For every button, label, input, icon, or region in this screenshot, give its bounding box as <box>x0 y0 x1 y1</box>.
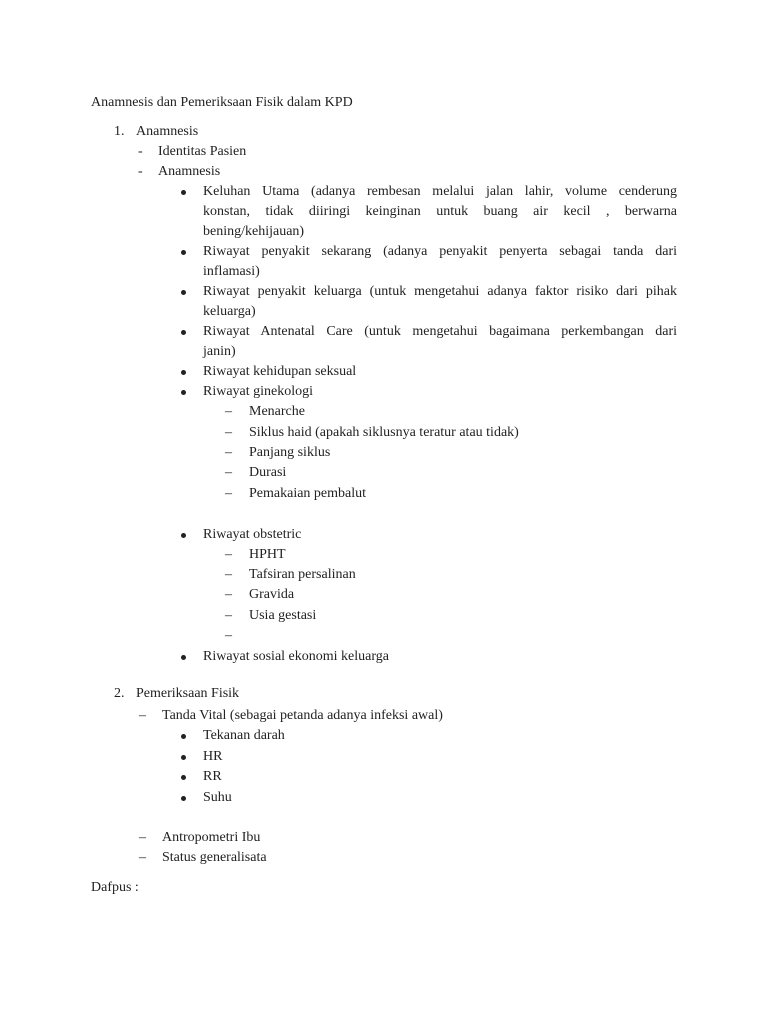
bullet-icon <box>181 734 186 739</box>
obstetric-item: Gravida <box>249 587 295 602</box>
tanda-vital-item: Tekanan darah <box>203 728 285 743</box>
bullet-icon <box>181 370 186 375</box>
anamnesis-subitem: Anamnesis <box>158 164 221 179</box>
sosial-ekonomi-item: Riwayat sosial ekonomi keluarga <box>203 649 389 664</box>
status-generalisata-item: Status generalisata <box>162 850 267 865</box>
obstetric-item: Tafsiran persalinan <box>249 567 356 582</box>
penyakit-sekarang-line: Riwayat penyakit sekarang (adanya penyakit penyerta sebagai tanda dari <box>203 244 677 259</box>
keluhan-utama-line: bening/kehijauan) <box>203 224 305 239</box>
endash-marker: – <box>225 404 232 419</box>
bullet-icon <box>181 533 186 538</box>
section-1-heading: Anamnesis <box>136 124 199 139</box>
bullet-icon <box>181 390 186 395</box>
endash-marker: – <box>225 465 232 480</box>
endash-marker: – <box>225 445 232 460</box>
penyakit-sekarang-line: inflamasi) <box>203 264 260 279</box>
tanda-vital-item: Suhu <box>203 790 232 805</box>
endash-marker: – <box>225 425 232 440</box>
bullet-icon <box>181 796 186 801</box>
document-title: Anamnesis dan Pemeriksaan Fisik dalam KPD <box>91 95 353 110</box>
endash-marker: – <box>225 486 232 501</box>
endash-marker: – <box>225 587 232 602</box>
endash-marker: – <box>225 628 232 643</box>
antropometri-item: Antropometri Ibu <box>162 830 261 845</box>
section-2-heading: Pemeriksaan Fisik <box>136 686 240 701</box>
dafpus-label: Dafpus : <box>91 880 139 895</box>
tanda-vital-heading: Tanda Vital (sebagai petanda adanya infeksi awal) <box>162 708 443 723</box>
obstetric-item: HPHT <box>249 547 286 562</box>
bullet-icon <box>181 655 186 660</box>
penyakit-keluarga-line: Riwayat penyakit keluarga (untuk mengetahui adanya faktor risiko dari pihak <box>203 284 677 299</box>
bullet-icon <box>181 250 186 255</box>
bullet-icon <box>181 290 186 295</box>
bullet-icon <box>181 330 186 335</box>
endash-marker: – <box>225 567 232 582</box>
endash-marker: – <box>139 830 146 845</box>
ginekologi-item: Menarche <box>249 404 305 419</box>
dash-marker: - <box>138 164 143 179</box>
obstetric-item: Usia gestasi <box>249 608 317 623</box>
obstetric-heading: Riwayat obstetric <box>203 527 302 542</box>
tanda-vital-item: HR <box>203 749 223 764</box>
ginekologi-item: Siklus haid (apakah siklusnya teratur atau tidak) <box>249 425 519 440</box>
ginekologi-item: Pemakaian pembalut <box>249 486 367 501</box>
section-2-number: 2. <box>114 686 125 701</box>
dash-marker: - <box>138 144 143 159</box>
bullet-icon <box>181 775 186 780</box>
keluhan-utama-line: Keluhan Utama (adanya rembesan melalui jalan lahir, volume cenderung <box>203 184 677 199</box>
kehidupan-seksual-item: Riwayat kehidupan seksual <box>203 364 357 379</box>
antenatal-care-line: Riwayat Antenatal Care (untuk mengetahui bagaimana perkembangan dari <box>203 324 677 339</box>
penyakit-keluarga-line: keluarga) <box>203 304 256 319</box>
ginekologi-heading: Riwayat ginekologi <box>203 384 314 399</box>
ginekologi-item: Durasi <box>249 465 287 480</box>
endash-marker: – <box>225 547 232 562</box>
endash-marker: – <box>139 708 146 723</box>
tanda-vital-item: RR <box>203 769 222 784</box>
keluhan-utama-line: konstan, tidak diiringi keinginan untuk buang air kecil , berwarna <box>203 204 677 219</box>
bullet-icon <box>181 755 186 760</box>
endash-marker: – <box>225 608 232 623</box>
endash-marker: – <box>139 850 146 865</box>
antenatal-care-line: janin) <box>203 344 236 359</box>
bullet-icon <box>181 190 186 195</box>
ginekologi-item: Panjang siklus <box>249 445 331 460</box>
section-1-number: 1. <box>114 124 125 139</box>
identitas-pasien-item: Identitas Pasien <box>158 144 247 159</box>
